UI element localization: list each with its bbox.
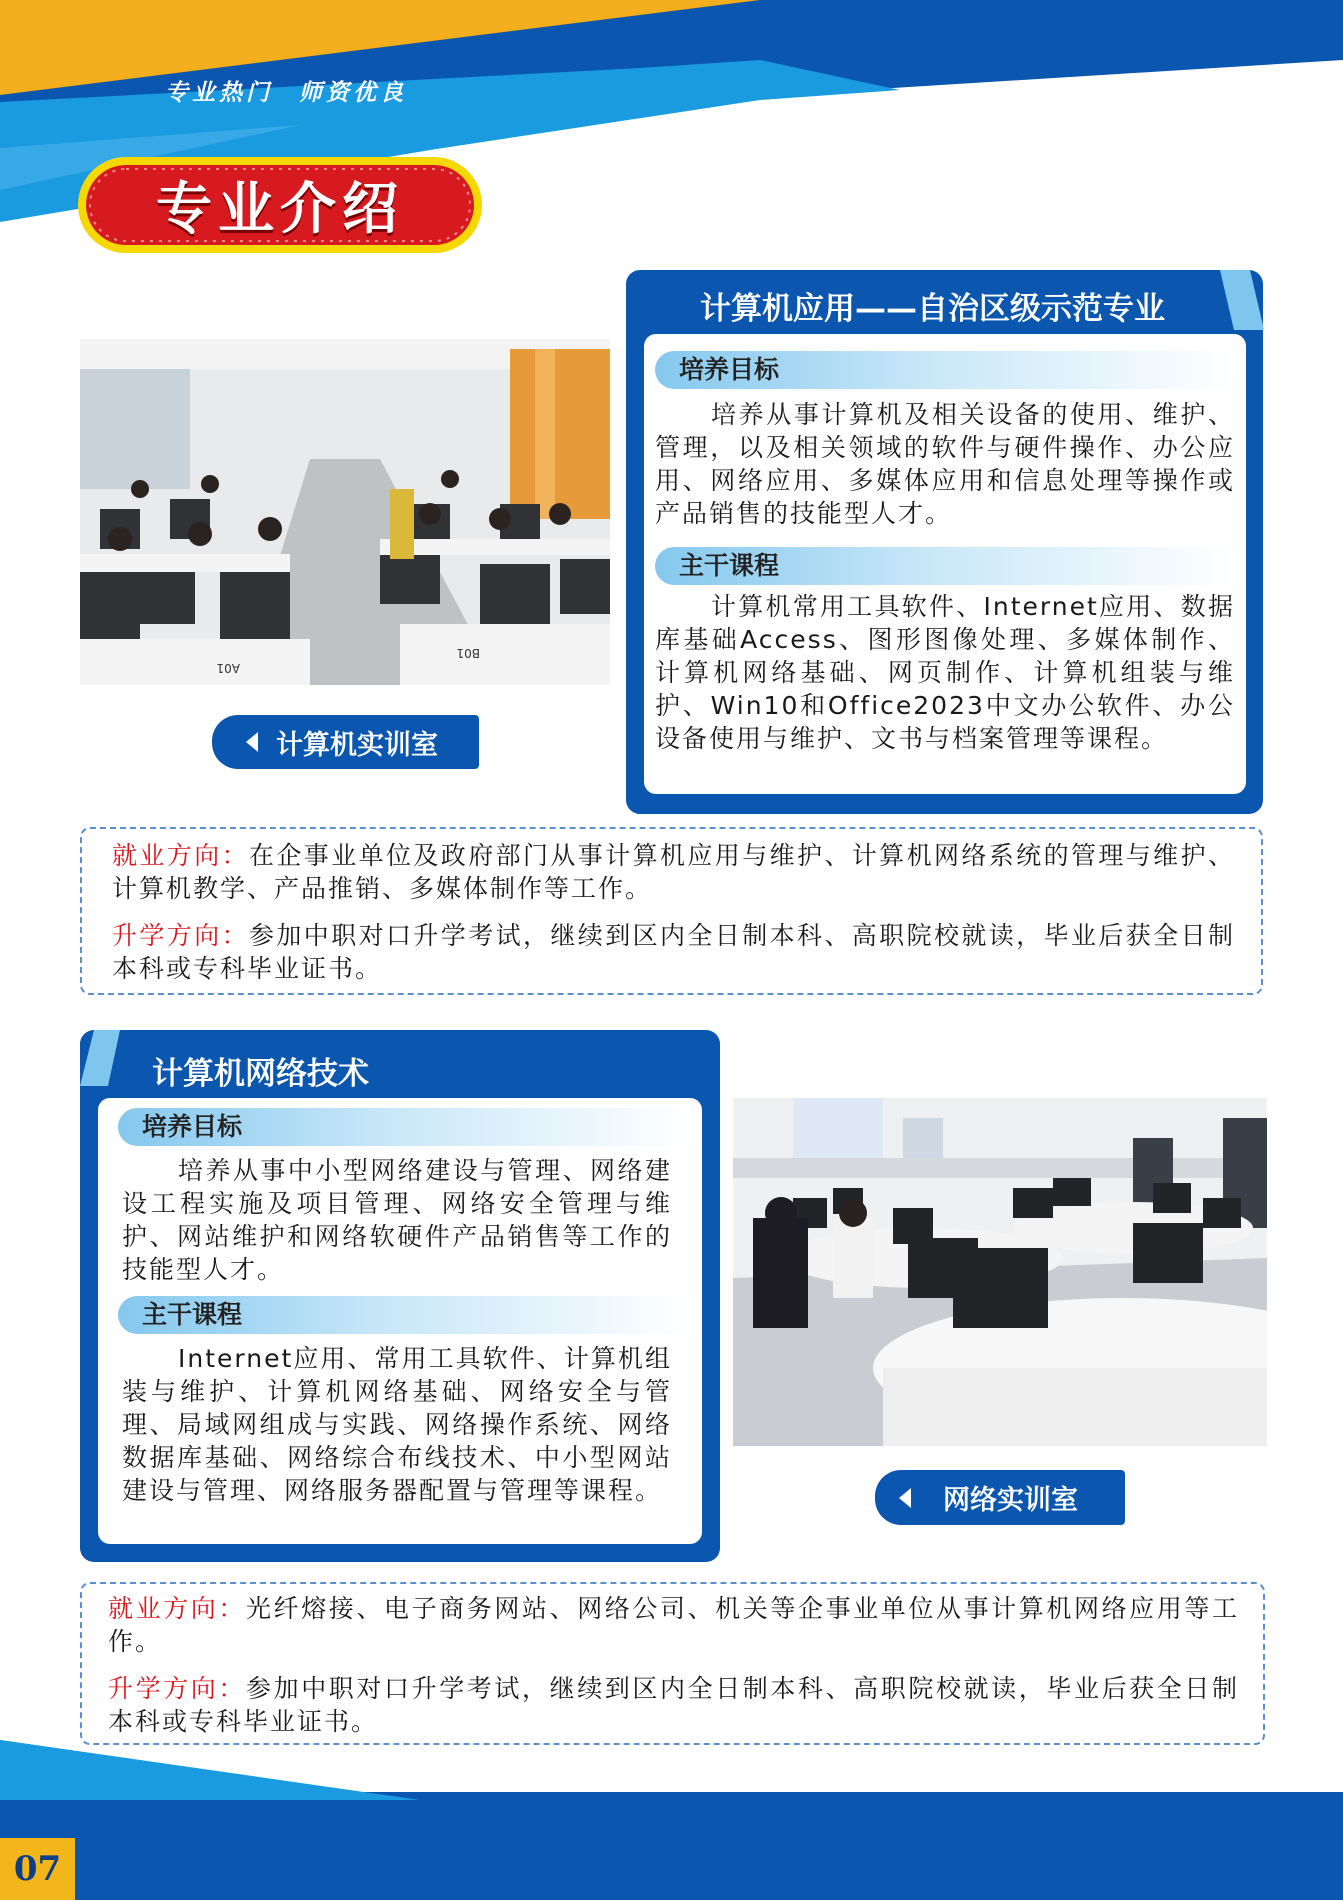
desk-label-a01: A01 <box>216 661 240 675</box>
section1-goal-heading: 培养目标 <box>655 351 1235 389</box>
network-lab-photo <box>733 1098 1267 1446</box>
further-study-text: 参加中职对口升学考试，继续到区内全日制本科、高职院校就读，毕业后获全日制本科或专科毕业证书。 <box>112 921 1235 983</box>
employment-label: 就业方向： <box>112 841 249 870</box>
section2-goal-heading: 培养目标 <box>118 1108 692 1146</box>
employment-text: 在企事业单位及政府部门从事计算机应用与维护、计算机网络系统的管理与维护、计算机教学、产品推销、多媒体制作等工作。 <box>112 841 1235 903</box>
section2-course-text: Internet应用、常用工具软件、计算机组装与维护、计算机网络基础、网络安全与管理、局域网组成与实践、网络操作系统、网络数据库基础、网络综合布线技术、中小型网站建设与管理、网络服务器配置与管理等课程。 <box>122 1344 672 1505</box>
network-lab-caption-text: 网络实训室 <box>943 1485 1078 1516</box>
computer-lab-caption <box>212 715 479 769</box>
footer-background <box>0 1740 1343 1900</box>
employment-label-2: 就业方向： <box>108 1594 246 1623</box>
network-lab-caption <box>875 1470 1125 1525</box>
section1-further-study <box>112 919 1235 985</box>
slogan-hot-major: 专业热门 <box>165 80 273 106</box>
section1-career-box <box>80 827 1263 995</box>
further-study-label: 升学方向： <box>112 921 249 950</box>
header-slogan <box>165 74 433 107</box>
desk-label-b01: B01 <box>456 646 480 660</box>
computer-lab-caption-text: 计算机实训室 <box>276 729 438 761</box>
panel-title-accent <box>1220 270 1266 330</box>
section2-course-heading: 主干课程 <box>118 1296 692 1334</box>
panel-title-accent-2 <box>80 1030 120 1086</box>
computer-application-title: 计算机应用——自治区级示范专业 <box>700 291 1165 327</box>
slogan-good-teachers: 师资优良 <box>299 80 407 106</box>
further-study-label-2: 升学方向： <box>108 1674 246 1703</box>
section2-further-study <box>108 1672 1239 1738</box>
page-number: 07 <box>0 1838 75 1900</box>
section1-goal-text: 培养从事计算机及相关设备的使用、维护、管理，以及相关领域的软件与硬件操作、办公应用、网络应用、多媒体应用和信息处理等操作或产品销售的技能型人才。 <box>655 400 1235 528</box>
section2-employment <box>108 1592 1239 1658</box>
network-technology-title: 计算机网络技术 <box>152 1056 369 1092</box>
section2-goal-text: 培养从事中小型网络建设与管理、网络建设工程实施及项目管理、网络安全管理与维护、网站维护和网络软硬件产品销售等工作的技能型人才。 <box>122 1156 672 1284</box>
employment-text-2: 光纤熔接、电子商务网站、网络公司、机关等企事业单位从事计算机网络应用等工作。 <box>108 1594 1239 1656</box>
caret-left-icon-2 <box>899 1488 911 1508</box>
caret-left-icon <box>246 732 258 752</box>
section2-career-box <box>80 1582 1265 1745</box>
section1-employment <box>112 839 1235 905</box>
further-study-text-2: 参加中职对口升学考试，继续到区内全日制本科、高职院校就读，毕业后获全日制本科或专科毕业证书。 <box>108 1674 1239 1736</box>
page-title: 专业介绍 <box>156 177 404 242</box>
section1-course-text: 计算机常用工具软件、Internet应用、数据库基础Access、图形图像处理、多媒体制作、计算机网络基础、网页制作、计算机组装与维护、Win10和Office2023中文办公软件、办公设备使用与维护、文书与档案管理等课程。 <box>655 592 1235 753</box>
computer-lab-photo <box>80 339 610 685</box>
section1-course-heading: 主干课程 <box>655 547 1235 585</box>
